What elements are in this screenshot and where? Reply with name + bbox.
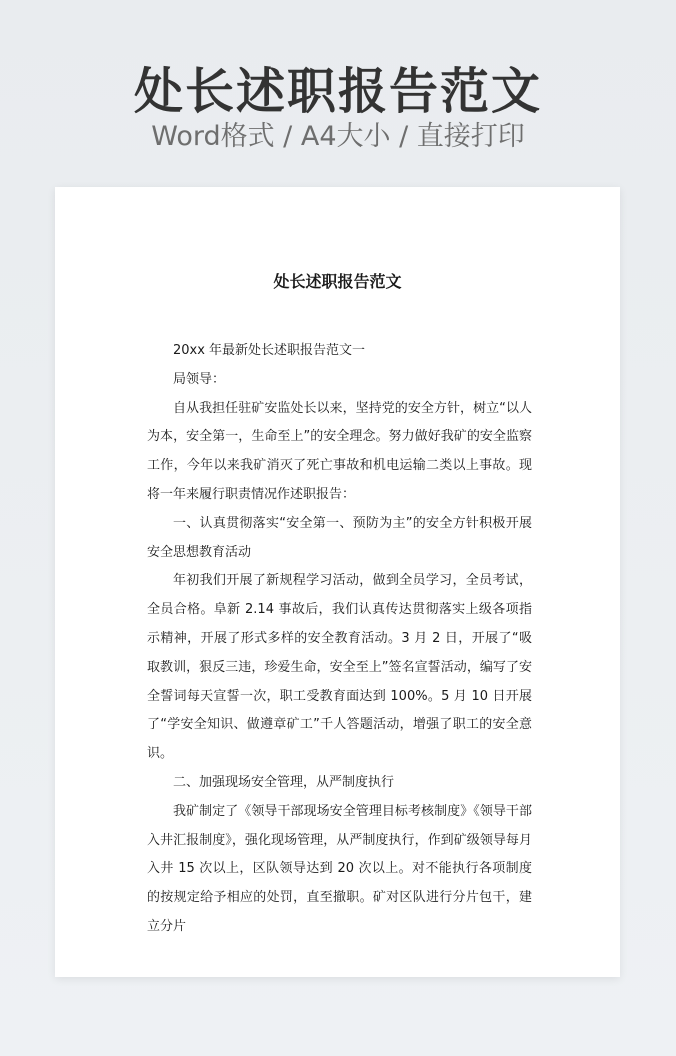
doc-subheading: 20xx 年最新处长述职报告范文一 <box>173 343 366 358</box>
banner-subtitle: Word格式 / A4大小 / 直接打印 <box>151 121 525 152</box>
document-page <box>55 187 620 977</box>
doc-section-heading: 二、加强现场安全管理，从严制度执行 <box>173 774 395 790</box>
doc-paragraph: 年初我们开展了新规程学习活动，做到全员学习，全员考试，全员合格。阜新 2.14 事故后，我们认真传达贯彻落实上级各项指示精神，开展了形式多样的安全教育活动。3 月 2 日，开展了“吸取教训，狠反三违，珍爱生命，安全至上”签名宣誓活动，编写了安全誓词每天宣誓一次，职工受教育面达到 100%。5 月 10 日开展了“学安全知识、做遵章矿工”千人答题活动，增强了职工的安全意识。 <box>147 573 532 762</box>
banner-title: 处长述职报告范文 <box>133 63 542 120</box>
doc-salutation: 局领导： <box>173 371 226 387</box>
doc-section-heading: 一、认真贯彻落实“安全第一、预防为主”的安全方针积极开展安全思想教育活动 <box>147 515 532 560</box>
header-banner <box>0 0 676 180</box>
doc-paragraph: 自从我担任驻矿安监处长以来，坚持党的安全方针，树立“以人为本，安全第一，生命至上”的安全理念。努力做好我矿的安全监察工作，今年以来我矿消灭了死亡事故和机电运输二类以上事故。现将一年来履行职责情况作述职报告： <box>147 400 532 502</box>
document-title: 处长述职报告范文 <box>273 272 402 291</box>
doc-paragraph: 我矿制定了《领导干部现场安全管理目标考核制度》《领导干部入井汇报制度》，强化现场管理，从严制度执行，作到矿级领导每月入井 15 次以上，区队领导达到 20 次以上。对不能执行各项制度的按规定给予相应的处罚，直至撤职。矿对区队进行分片包干，建立分片 <box>147 803 532 934</box>
document-body <box>147 337 532 942</box>
